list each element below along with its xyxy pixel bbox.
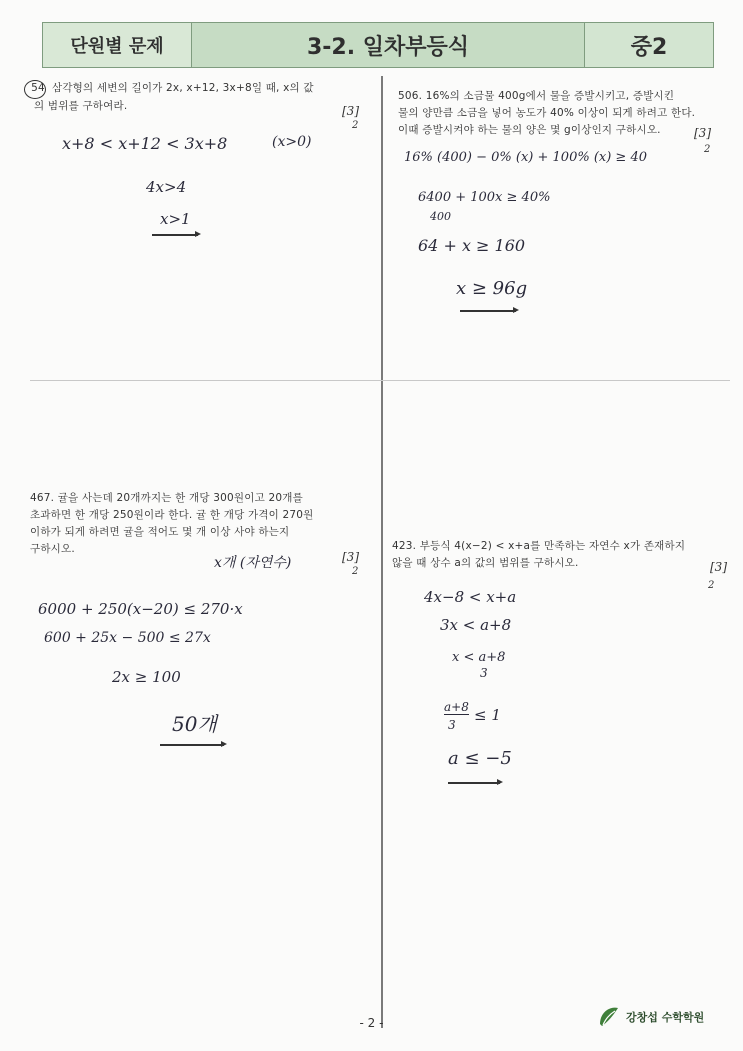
problem-text-line2: 의 범위를 구하여라. — [34, 100, 128, 112]
section-label: 단원별 문제 — [43, 23, 192, 67]
problem-text-line2: 않을 때 상수 a의 값의 범위를 구하시오. — [392, 557, 579, 569]
academy-name: 강창섭 수학학원 — [626, 1011, 705, 1024]
page-title: 3-2. 일차부등식 — [192, 23, 585, 67]
points-mark: [3] — [342, 550, 359, 564]
column-divider — [381, 76, 383, 1028]
handwritten-step: 64 + x ≥ 160 — [418, 236, 526, 255]
handwritten-step: ≤ 1 — [474, 706, 501, 724]
unit-header — [42, 22, 714, 68]
row-divider — [30, 380, 730, 381]
problem-506 — [398, 88, 718, 139]
points-mark: [3] — [342, 104, 359, 118]
problem-text-line1: 삼각형의 세변의 길이가 2x, x+12, 3x+8일 때, x의 값 — [52, 82, 314, 94]
problem-text-line3: 이때 증발시켜야 하는 물의 양은 몇 g이상인지 구하시오. — [398, 124, 661, 136]
problem-text-line1: 423. 부등식 4(x−2) < x+a를 만족하는 자연수 x가 존재하지 — [392, 540, 686, 552]
score-mark: 2 — [704, 144, 711, 155]
handwritten-step: 2x ≥ 100 — [112, 668, 181, 686]
handwritten-answer: 50개 — [172, 712, 217, 736]
problem-number: 54 — [31, 82, 45, 94]
answer-arrow-icon — [460, 310, 516, 312]
handwritten-step: 3x < a+8 — [440, 616, 512, 634]
answer-arrow-icon — [160, 744, 224, 746]
problem-text-line1: 467. 귤을 사는데 20개까지는 한 개당 300원이고 20개를 — [30, 492, 303, 504]
handwritten-step: 4x−8 < x+a — [424, 588, 517, 606]
problem-text-line2: 물의 양만큼 소금을 넣어 농도가 40% 이상이 되게 하려고 한다. — [398, 107, 696, 119]
problem-423 — [392, 538, 722, 572]
score-mark: 2 — [708, 580, 715, 591]
handwritten-denominator: 3 — [448, 718, 456, 732]
handwritten-numerator: a+8 — [444, 700, 469, 714]
handwritten-step: x+8 < x+12 < 3x+8 — [62, 134, 228, 153]
points-mark: [3] — [694, 126, 711, 140]
answer-arrow-icon — [152, 234, 198, 236]
problem-text-line4: 구하시오. — [30, 543, 75, 555]
handwritten-answer: x>1 — [160, 210, 191, 228]
handwritten-answer: x ≥ 96g — [456, 278, 528, 299]
handwritten-denominator: 3 — [480, 666, 488, 680]
handwritten-step: 6400 + 100x ≥ 40% — [418, 190, 551, 205]
page-number: - 2 - — [359, 1016, 384, 1030]
handwritten-note: x개 (자연수) — [214, 555, 292, 571]
problem-text-line1: 506. 16%의 소금물 400g에서 물을 증발시키고, 증발시킨 — [398, 90, 675, 102]
handwritten-step: 4x>4 — [146, 178, 187, 196]
handwritten-denominator: 400 — [430, 210, 451, 223]
leaf-logo-icon — [596, 1004, 622, 1030]
handwritten-answer: a ≤ −5 — [448, 748, 512, 769]
academy-logo — [596, 1004, 704, 1030]
problem-text-line2: 초과하면 한 개당 250원이라 한다. 귤 한 개당 가격이 270원 — [30, 509, 314, 521]
points-mark: [3] — [710, 560, 727, 574]
score-mark: 2 — [352, 120, 359, 131]
score-mark: 2 — [352, 566, 359, 577]
grade-label: 중2 — [585, 23, 713, 67]
handwritten-step: x < a+8 — [452, 650, 506, 665]
handwritten-step: 16% (400) − 0% (x) + 100% (x) ≥ 40 — [404, 150, 648, 165]
handwritten-step: 600 + 25x − 500 ≤ 27x — [44, 630, 211, 646]
problem-467 — [30, 490, 375, 558]
answer-arrow-icon — [448, 782, 500, 784]
handwritten-note: (x>0) — [272, 134, 312, 150]
handwritten-step: 6000 + 250(x−20) ≤ 270·x — [38, 600, 243, 618]
problem-text-line3: 이하가 되게 하려면 귤을 적어도 몇 개 이상 사야 하는지 — [30, 526, 290, 538]
